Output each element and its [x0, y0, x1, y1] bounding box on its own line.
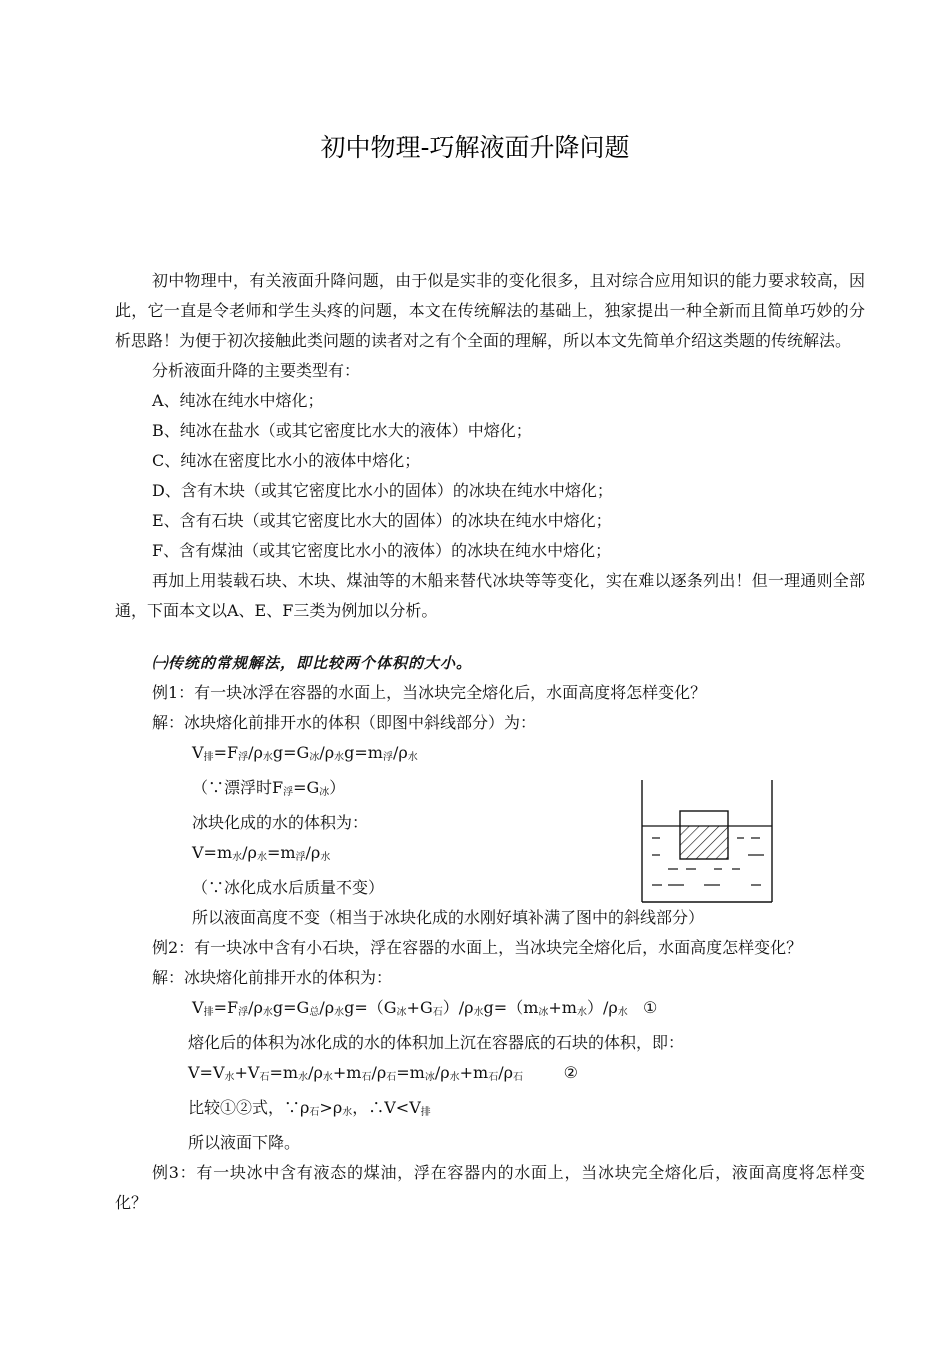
type-item: E、含有石块（或其它密度比水大的固体）的冰块在纯水中熔化； [152, 511, 612, 530]
example1-formula-displaced: $V_排=F_浮/\rho_水g=G_冰/\rho_水g=m_浮/\rho_水$ [192, 743, 418, 763]
example3-question: 例3：有一块冰中含有液态的煤油，浮在容器内的水面上，当冰块完全熔化后，液面高度将怎样变化？ [115, 1163, 865, 1212]
type-item: B、纯冰在盐水（或其它密度比水大的液体）中熔化； [152, 421, 532, 440]
document-body [115, 266, 865, 1218]
example2-line-after-melting: 熔化后的体积为冰化成的水的体积加上沉在容器底的石块的体积，即： [188, 1033, 685, 1052]
types-outro: 再加上用装载石块、木块、煤油等的木船来替代冰块等等变化，实在难以逐条列出！但一理通则全部通，下面本文以A、E、F三类为例加以分析。 [115, 571, 865, 620]
ice-in-container-diagram [638, 778, 776, 908]
type-item: D、含有木块（或其它密度比水小的固体）的冰块在纯水中熔化； [152, 481, 613, 500]
example1-question: 例1：有一块冰浮在容器的水面上，当冰块完全熔化后，水面高度将怎样变化？ [152, 683, 707, 702]
type-item: F、含有煤油（或其它密度比水小的液体）的冰块在纯水中熔化； [152, 541, 612, 560]
example1-note-mass: （∵冰化成水后质量不变） [192, 878, 385, 897]
example2-question: 例2：有一块冰中含有小石块，浮在容器的水面上，当冰块完全熔化后，水面高度怎样变化？ [152, 938, 803, 957]
example1-answer-intro: 解：冰块熔化前排开水的体积（即图中斜线部分）为： [152, 713, 537, 732]
submerged-part-hatch [680, 826, 728, 859]
example2-formula-displaced: $V_排=F_浮/\rho_水g=G_总/\rho_水g=(G_冰+G_石)/\rho_水g=(m_冰+m_水)/\rho_水$ ① [192, 998, 658, 1018]
example2-comparison: 比较①②式，$\because\rho_石>\rho_水$，$\therefore V<V_排$ [188, 1098, 431, 1118]
example1-formula-melted: $V=m_水/\rho_水=m_浮/\rho_水$ [192, 843, 331, 863]
document-title: 初中物理-巧解液面升降问题 [320, 133, 630, 162]
example2-answer-intro: 解：冰块熔化前排开水的体积为： [152, 968, 393, 987]
type-item: C、纯冰在密度比水小的液体中熔化； [152, 451, 421, 470]
section-heading: ㈠传统的常规解法，即比较两个体积的大小。 [152, 654, 473, 672]
example1-conclusion: 所以液面高度不变（相当于冰块化成的水刚好填补满了图中的斜线部分） [192, 908, 705, 927]
type-item: A、纯冰在纯水中熔化； [152, 391, 324, 410]
example2-conclusion: 所以液面下降。 [188, 1133, 301, 1152]
example1-note-floating: （∵漂浮时$F_浮=G_冰$） [192, 778, 346, 798]
example1-line-melted-volume: 冰块化成的水的体积为： [192, 813, 369, 832]
example2-formula-melted: $V=V_水+V_石=m_水/\rho_水+m_石/\rho_石=m_冰/\rho_水+m_石/\rho_石$ ② [188, 1063, 579, 1083]
intro-paragraph: 初中物理中，有关液面升降问题，由于似是实非的变化很多，且对综合应用知识的能力要求较高，因此，它一直是令老师和学生头疼的问题，本文在传统解法的基础上，独家提出一种全新而且简单巧妙的分析思路！为便于初次接触此类问题的读者对之有个全面的理解，所以本文先简单介绍这类题的传统解法。 [115, 271, 865, 350]
types-intro: 分析液面升降的主要类型有： [152, 361, 361, 380]
